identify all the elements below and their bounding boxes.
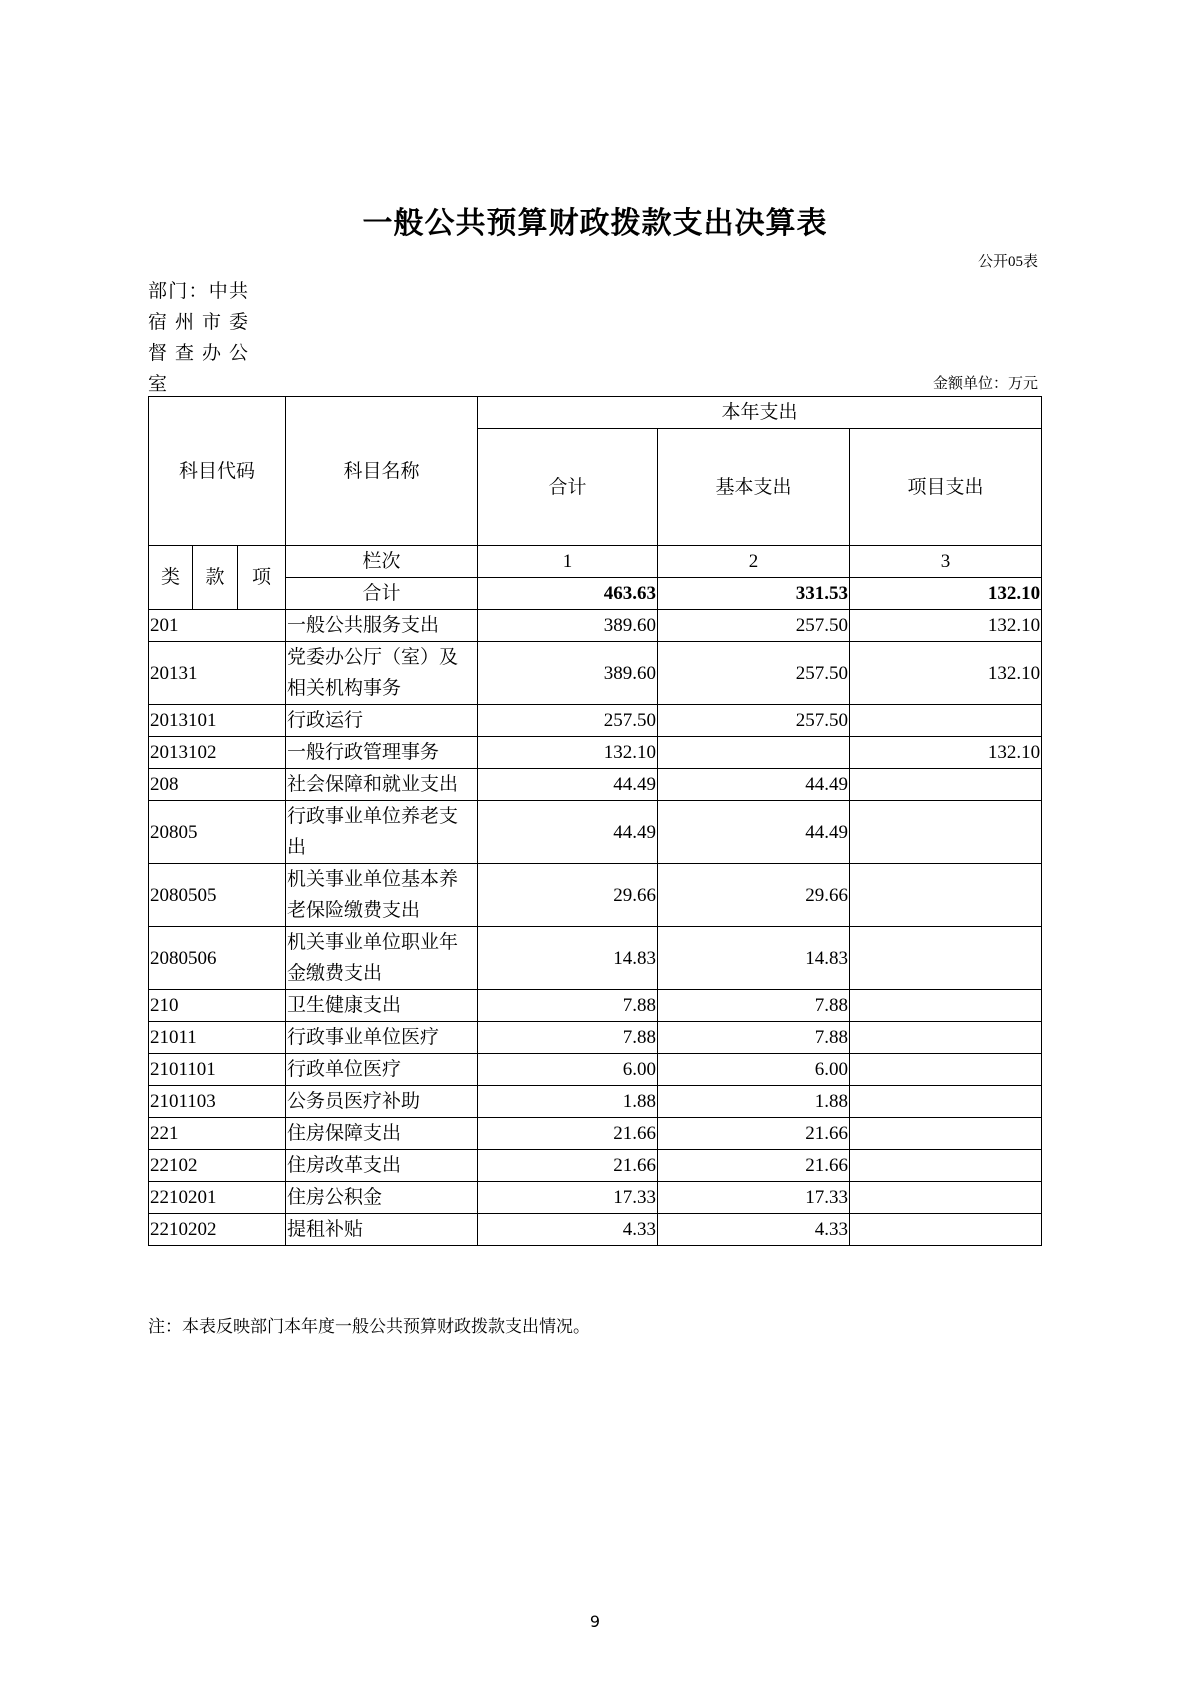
row-code: 2101101 [149, 1054, 286, 1086]
department-label [148, 276, 248, 400]
row-code: 2080506 [149, 927, 286, 990]
header-row [149, 397, 1042, 429]
row-basic: 257.50 [658, 610, 850, 642]
column-number-2: 2 [658, 546, 850, 578]
row-project: 132.10 [850, 737, 1042, 769]
row-code: 2210202 [149, 1214, 286, 1246]
row-project [850, 1150, 1042, 1182]
header-name: 科目名称 [286, 397, 478, 546]
row-basic: 17.33 [658, 1182, 850, 1214]
row-name: 行政运行 [286, 705, 478, 737]
header-lei: 类 [149, 546, 193, 610]
row-name: 机关事业单位基本养老保险缴费支出 [286, 864, 478, 927]
row-code: 22102 [149, 1150, 286, 1182]
column-number-1: 1 [478, 546, 658, 578]
table-row [149, 642, 1042, 705]
row-total: 44.49 [478, 769, 658, 801]
department-line: 宿州市委 [148, 312, 248, 333]
row-name: 提租补贴 [286, 1214, 478, 1246]
table-row [149, 737, 1042, 769]
row-basic: 257.50 [658, 642, 850, 705]
table-note: 注：本表反映部门本年度一般公共预算财政拨款支出情况。 [148, 1317, 590, 1336]
row-total: 7.88 [478, 1022, 658, 1054]
row-project: 132.10 [850, 642, 1042, 705]
table-row [149, 705, 1042, 737]
table-number: 公开05表 [977, 254, 1038, 270]
lanci-row [149, 546, 1042, 578]
row-name: 一般行政管理事务 [286, 737, 478, 769]
row-project [850, 1182, 1042, 1214]
header-lanci: 栏次 [286, 546, 478, 578]
table-row [149, 769, 1042, 801]
row-project [850, 705, 1042, 737]
row-total: 257.50 [478, 705, 658, 737]
row-basic: 257.50 [658, 705, 850, 737]
row-total: 21.66 [478, 1150, 658, 1182]
row-project [850, 1214, 1042, 1246]
row-basic [658, 737, 850, 769]
row-code: 221 [149, 1118, 286, 1150]
department-line: 督查办公 [148, 343, 248, 364]
row-basic: 44.49 [658, 801, 850, 864]
table-row [149, 864, 1042, 927]
row-project [850, 864, 1042, 927]
row-basic: 44.49 [658, 769, 850, 801]
row-code: 20805 [149, 801, 286, 864]
row-total: 389.60 [478, 610, 658, 642]
row-name: 社会保障和就业支出 [286, 769, 478, 801]
total-basic: 331.53 [658, 578, 850, 610]
header-basic: 基本支出 [658, 429, 850, 546]
row-code: 2013102 [149, 737, 286, 769]
row-project [850, 990, 1042, 1022]
total-amount: 463.63 [478, 578, 658, 610]
row-name: 公务员医疗补助 [286, 1086, 478, 1118]
row-name: 住房保障支出 [286, 1118, 478, 1150]
table-row [149, 1182, 1042, 1214]
row-code: 20131 [149, 642, 286, 705]
row-basic: 14.83 [658, 927, 850, 990]
table-row [149, 1150, 1042, 1182]
row-basic: 6.00 [658, 1054, 850, 1086]
header-group: 本年支出 [478, 397, 1042, 429]
row-basic: 21.66 [658, 1118, 850, 1150]
column-number-3: 3 [850, 546, 1042, 578]
row-code: 21011 [149, 1022, 286, 1054]
table-row [149, 801, 1042, 864]
table-row [149, 610, 1042, 642]
row-total: 389.60 [478, 642, 658, 705]
header-code: 科目代码 [149, 397, 286, 546]
department-line: 部门：中共 [148, 281, 248, 302]
row-name: 行政单位医疗 [286, 1054, 478, 1086]
page-number: 9 [589, 1612, 601, 1631]
total-project: 132.10 [850, 578, 1042, 610]
expenditure-table [148, 396, 1042, 1246]
department-line: 室 [148, 374, 168, 395]
table-row [149, 1054, 1042, 1086]
amount-unit: 金额单位：万元 [932, 376, 1038, 392]
row-name: 行政事业单位医疗 [286, 1022, 478, 1054]
header-project: 项目支出 [850, 429, 1042, 546]
row-code: 201 [149, 610, 286, 642]
row-total: 21.66 [478, 1118, 658, 1150]
table-row [149, 1214, 1042, 1246]
row-total: 29.66 [478, 864, 658, 927]
row-code: 2210201 [149, 1182, 286, 1214]
row-project [850, 1086, 1042, 1118]
row-total: 14.83 [478, 927, 658, 990]
header-total: 合计 [478, 429, 658, 546]
row-name: 住房改革支出 [286, 1150, 478, 1182]
row-name: 住房公积金 [286, 1182, 478, 1214]
row-code: 2101103 [149, 1086, 286, 1118]
row-basic: 29.66 [658, 864, 850, 927]
row-project [850, 927, 1042, 990]
row-code: 2013101 [149, 705, 286, 737]
row-basic: 4.33 [658, 1214, 850, 1246]
row-project [850, 801, 1042, 864]
table-row [149, 1118, 1042, 1150]
table-row [149, 927, 1042, 990]
row-name: 党委办公厅（室）及相关机构事务 [286, 642, 478, 705]
row-total: 17.33 [478, 1182, 658, 1214]
table-row [149, 1022, 1042, 1054]
row-basic: 7.88 [658, 990, 850, 1022]
row-total: 4.33 [478, 1214, 658, 1246]
row-name: 卫生健康支出 [286, 990, 478, 1022]
total-label: 合计 [286, 578, 478, 610]
row-name: 机关事业单位职业年金缴费支出 [286, 927, 478, 990]
row-total: 6.00 [478, 1054, 658, 1086]
row-total: 132.10 [478, 737, 658, 769]
row-total: 7.88 [478, 990, 658, 1022]
table-row [149, 1086, 1042, 1118]
table-row [149, 990, 1042, 1022]
row-code: 208 [149, 769, 286, 801]
row-name: 行政事业单位养老支出 [286, 801, 478, 864]
row-code: 2080505 [149, 864, 286, 927]
row-project [850, 1118, 1042, 1150]
row-project [850, 1054, 1042, 1086]
row-name: 一般公共服务支出 [286, 610, 478, 642]
header-kuan: 款 [193, 546, 238, 610]
row-total: 44.49 [478, 801, 658, 864]
row-basic: 1.88 [658, 1086, 850, 1118]
row-total: 1.88 [478, 1086, 658, 1118]
row-project [850, 1022, 1042, 1054]
page-title: 一般公共预算财政拨款支出决算表 [362, 206, 828, 241]
row-project [850, 769, 1042, 801]
row-basic: 7.88 [658, 1022, 850, 1054]
row-project: 132.10 [850, 610, 1042, 642]
row-code: 210 [149, 990, 286, 1022]
header-xiang: 项 [238, 546, 286, 610]
row-basic: 21.66 [658, 1150, 850, 1182]
